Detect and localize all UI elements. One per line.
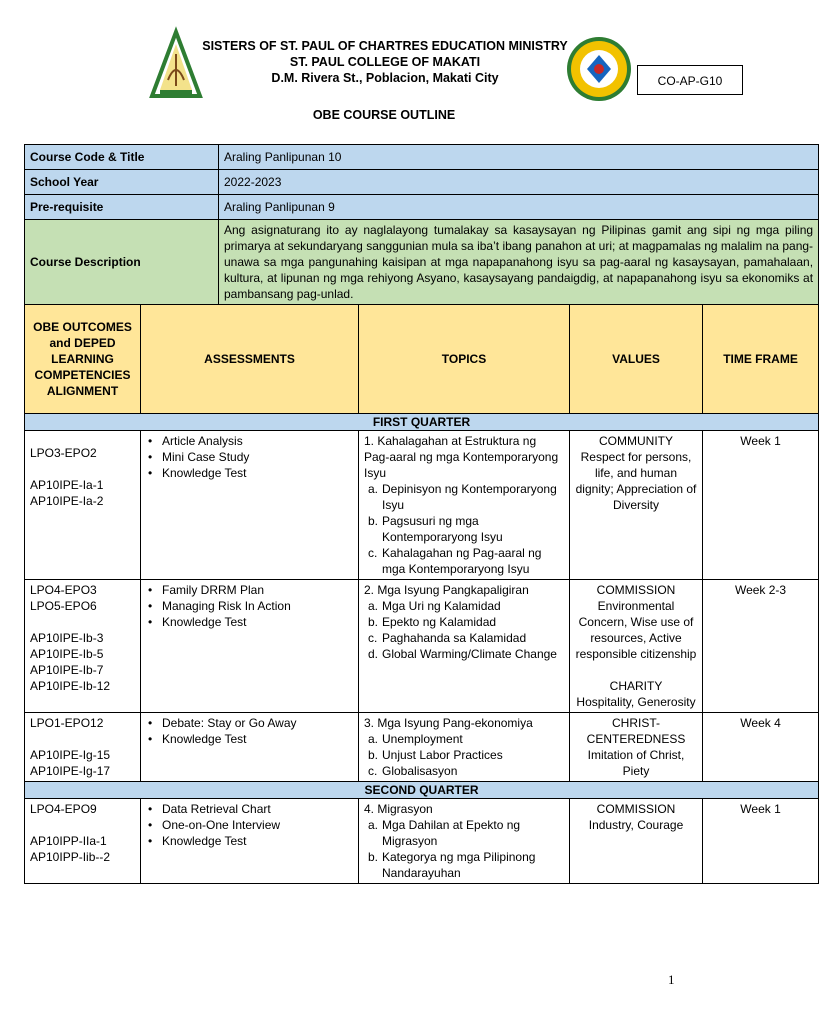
- school-address: D.M. Rivera St., Poblacion, Makati City: [271, 71, 499, 85]
- column-header-outcomes: OBE OUTCOMES and DEPED LEARNING COMPETENCIES ALIGNMENT: [25, 305, 141, 414]
- topics-cell: [359, 431, 570, 580]
- topics-cell: [359, 799, 570, 884]
- quarter-title: FIRST QUARTER: [25, 414, 819, 431]
- topic-title: 2. Mga Isyung Pangkapaligiran: [364, 583, 529, 597]
- outcome-code: AP10IPP-Iib--2: [30, 850, 111, 864]
- time-frame-cell: Week 1: [703, 799, 819, 884]
- outcome-spacer: [30, 817, 135, 833]
- list-item: • Knowledge Test: [162, 614, 353, 630]
- outcome-code: AP10IPP-IIa-1: [30, 834, 107, 848]
- value-category: CHRIST-CENTEREDNESS: [586, 716, 686, 746]
- value-category: COMMUNITY: [599, 434, 673, 448]
- quarter-title: SECOND QUARTER: [25, 782, 819, 799]
- info-row-course: [25, 145, 819, 170]
- subtopic: b. Pagsusuri ng mga Kontemporaryong Isyu: [368, 514, 503, 544]
- column-header-topics: TOPICS: [359, 305, 570, 414]
- time-frame-cell: Week 4: [703, 713, 819, 782]
- outcome-code: AP10IPE-Ig-17: [30, 764, 111, 778]
- values-cell: [570, 431, 703, 580]
- assessments-cell: [141, 713, 359, 782]
- description-text: Ang asignaturang ito ay naglalayong tumalakay sa kasaysayan ng Pilipinas gamit ang sipi ng mga piling primarya at sekundaryang sanggunian mula sa iba’t ibang panahon at uri; at magpamalas ng malalim na pang-unawa sa mga pangunahing kaisipan at mga napapanahong isyu sa pag-aaral ng kasaysayan, pamahalaan, kultura, at lipunan ng mga rehiyong Asyano, kasaysayang pandaigdig, at napapanahong isyu sa ekonomiks at pambansang pag-unlad.: [219, 220, 819, 305]
- value-spacer: [575, 662, 697, 678]
- time-frame-cell: Week 1: [703, 431, 819, 580]
- description-row: [25, 220, 819, 305]
- list-item: • Data Retrieval Chart: [162, 801, 353, 817]
- assessment-list: [146, 801, 353, 849]
- value-description: Hospitality, Generosity: [576, 695, 696, 709]
- info-label: School Year: [25, 170, 219, 195]
- value-description: Environmental Concern, Wise use of resources, Active responsible citizenship: [575, 599, 697, 661]
- value-description: Imitation of Christ, Piety: [587, 748, 685, 778]
- info-row-school-year: [25, 170, 819, 195]
- table-row: [25, 799, 819, 884]
- outcomes-cell: [25, 431, 141, 580]
- value-description: Industry, Courage: [588, 818, 684, 832]
- value-category: CHARITY: [609, 679, 663, 693]
- column-header-assessments: ASSESSMENTS: [141, 305, 359, 414]
- table-row: [25, 580, 819, 713]
- column-header-values: VALUES: [570, 305, 703, 414]
- outcome-spacer: [30, 614, 135, 630]
- info-value: Araling Panlipunan 10: [219, 145, 819, 170]
- subtopic: c. Kahalagahan ng Pag-aaral ng mga Kontemporaryong Isyu: [368, 546, 542, 576]
- values-cell: [570, 580, 703, 713]
- value-category: COMMISSION: [596, 802, 676, 816]
- subtopic: a. Unemployment: [368, 732, 463, 746]
- quarter-row: [25, 414, 819, 431]
- school-name-block: [190, 38, 580, 86]
- outcome-code: AP10IPE-Ib-5: [30, 647, 104, 661]
- value-category: COMMISSION: [596, 583, 676, 597]
- outcome-code: AP10IPE-Ia-2: [30, 494, 104, 508]
- outcome-code: LPO4-EPO3: [30, 583, 97, 597]
- topic-title: 1. Kahalagahan at Estruktura ng Pag-aaral ng mga Kontemporaryong Isyu: [364, 434, 559, 480]
- outcome-code: AP10IPE-Ib-12: [30, 679, 111, 693]
- document-header: [0, 30, 768, 100]
- subtopic: d. Global Warming/Climate Change: [368, 647, 557, 661]
- outcome-code: AP10IPE-Ia-1: [30, 478, 104, 492]
- time-frame-cell: Week 2-3: [703, 580, 819, 713]
- school-line-1: SISTERS OF ST. PAUL OF CHARTRES EDUCATION MINISTRY: [202, 39, 568, 53]
- subtopic: b. Kategorya ng mga Pilipinong Nandarayuhan: [368, 850, 536, 880]
- info-value: 2022-2023: [219, 170, 819, 195]
- page-number: 1: [668, 972, 675, 987]
- list-item: • Knowledge Test: [162, 833, 353, 849]
- list-item: • One-on-One Interview: [162, 817, 353, 833]
- topic-title: 4. Migrasyon: [364, 802, 433, 816]
- list-item: • Article Analysis: [162, 433, 353, 449]
- list-item: • Family DRRM Plan: [162, 582, 353, 598]
- list-item: • Debate: Stay or Go Away: [162, 715, 353, 731]
- outcomes-cell: [25, 713, 141, 782]
- document-title: OBE COURSE OUTLINE: [312, 108, 456, 122]
- school-line-2: ST. PAUL COLLEGE OF MAKATI: [289, 55, 481, 69]
- list-item: • Knowledge Test: [162, 465, 353, 481]
- column-header-time-frame: TIME FRAME: [703, 305, 819, 414]
- assessments-cell: [141, 799, 359, 884]
- assessment-list: [146, 715, 353, 747]
- college-seal-logo: [565, 35, 633, 103]
- assessments-cell: [141, 580, 359, 713]
- outcome-code: LPO1-EPO12: [30, 716, 104, 730]
- outcome-spacer: [30, 731, 135, 747]
- values-cell: [570, 799, 703, 884]
- list-item: • Mini Case Study: [162, 449, 353, 465]
- info-label: Course Code & Title: [25, 145, 219, 170]
- subtopic: a. Depinisyon ng Kontemporaryong Isyu: [368, 482, 557, 512]
- info-row-prerequisite: [25, 195, 819, 220]
- outcomes-cell: [25, 799, 141, 884]
- subtopic: c. Globalisasyon: [368, 764, 458, 778]
- table-row: [25, 713, 819, 782]
- outcome-code: LPO3-EPO2: [30, 446, 97, 460]
- assessment-list: [146, 433, 353, 481]
- value-description: Respect for persons, life, and human dignity; Appreciation of Diversity: [575, 450, 697, 512]
- outcome-code: LPO5-EPO6: [30, 599, 97, 613]
- outcome-code: LPO4-EPO9: [30, 802, 97, 816]
- column-header-row: [25, 305, 819, 414]
- values-cell: [570, 713, 703, 782]
- info-value: Araling Panlipunan 9: [219, 195, 819, 220]
- topic-title: 3. Mga Isyung Pang-ekonomiya: [364, 716, 533, 730]
- subtopic: c. Paghahanda sa Kalamidad: [368, 631, 527, 645]
- subtopic: a. Mga Uri ng Kalamidad: [368, 599, 501, 613]
- outcome-code: AP10IPE-Ib-3: [30, 631, 104, 645]
- outcome-code: AP10IPE-Ib-7: [30, 663, 104, 677]
- subtopic: b. Epekto ng Kalamidad: [368, 615, 497, 629]
- info-label: Pre-requisite: [25, 195, 219, 220]
- subtopic: b. Unjust Labor Practices: [368, 748, 503, 762]
- subtopic: a. Mga Dahilan at Epekto ng Migrasyon: [368, 818, 521, 848]
- document-code-box: CO-AP-G10: [637, 65, 743, 95]
- topics-cell: [359, 580, 570, 713]
- table-row: [25, 431, 819, 580]
- list-item: • Managing Risk In Action: [162, 598, 353, 614]
- quarter-row: [25, 782, 819, 799]
- topics-cell: [359, 713, 570, 782]
- description-label: Course Description: [25, 220, 219, 305]
- outcomes-cell: [25, 580, 141, 713]
- assessments-cell: [141, 431, 359, 580]
- list-item: • Knowledge Test: [162, 731, 353, 747]
- outcome-spacer: [30, 461, 135, 477]
- course-outline-table: [24, 144, 819, 884]
- assessment-list: [146, 582, 353, 630]
- outcome-code: AP10IPE-Ig-15: [30, 748, 111, 762]
